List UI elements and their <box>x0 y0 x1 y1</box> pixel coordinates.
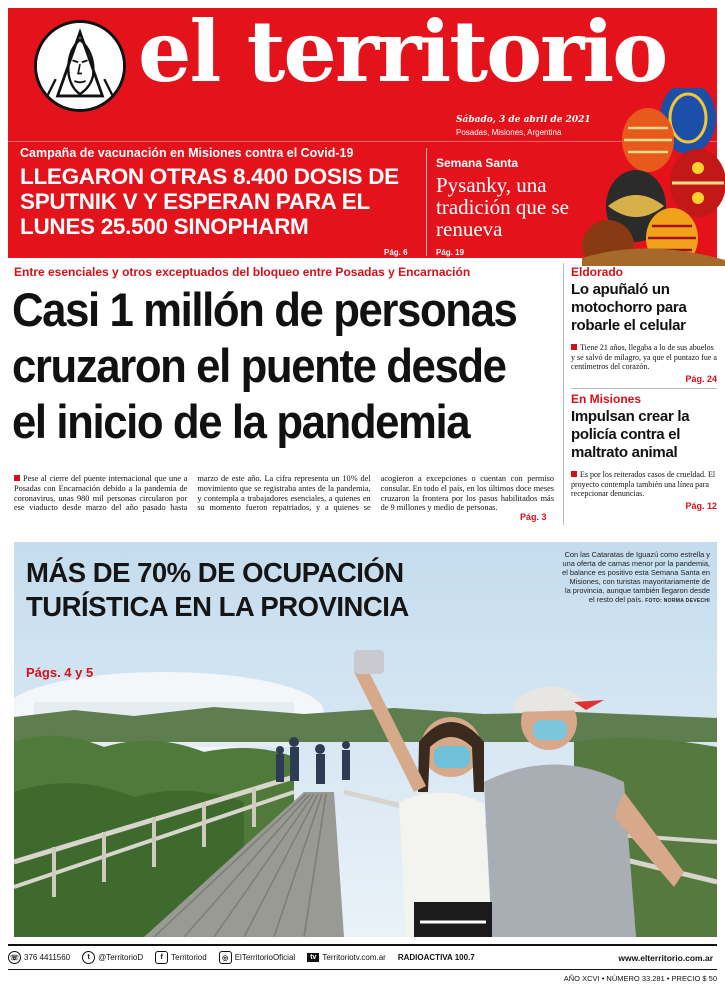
bullet-square-icon <box>571 344 577 350</box>
twitter-icon: t <box>82 951 95 964</box>
bullet-square-icon <box>14 475 20 481</box>
column-divider <box>563 263 564 525</box>
main-story-headline[interactable] <box>12 282 519 450</box>
main-headline-line: cruzaron el puente desde <box>12 339 506 392</box>
footer-twitter[interactable] <box>82 951 143 964</box>
main-story-kicker: Entre esenciales y otros exceptuados del bloqueo entre Posadas y Encarnación <box>14 265 471 279</box>
newspaper-logo-icon <box>34 20 126 112</box>
bullet-square-icon <box>571 471 577 477</box>
edition-date: Sábado, 3 de abril de 2021 <box>456 115 591 125</box>
main-story-body-container <box>14 474 554 513</box>
main-headline-line: Casi 1 millón de personas <box>12 283 517 336</box>
twitter-handle: @TerritorioD <box>98 953 144 962</box>
main-story-body: Pese al cierre del puente internacional que une a Posadas con Encarnación debido a la pandemia de coronavirus, unas 980 mil personas circularon por ese viaducto desde marzo del año pasado hasta marzo de este año. La cifra representa un 10% del movimiento que se registraba antes de la pandemia, y contempla a trabajadores esenciales, a quienes en su momento fueron repatriados, y a quienes se acogieron a excepciones o cuentan con permiso consular. En todo el país, en los últimos doce meses cruzaron la frontera por los pasos habilitados más de 9 millones y medio de personas. <box>14 474 554 513</box>
easter-story-page: Pág. 19 <box>436 248 465 257</box>
easter-eggs-image <box>568 88 725 266</box>
instagram-icon: ◎ <box>219 951 232 964</box>
sidebar-story-eldorado[interactable] <box>571 265 717 384</box>
whatsapp-number: 376 4411560 <box>24 953 71 962</box>
whatsapp-icon: ☏ <box>8 951 21 964</box>
footer-radio[interactable]: RADIOACTIVA 100.7 <box>397 953 475 962</box>
footer-bar <box>8 944 717 970</box>
sidebar-story-body-container <box>571 470 717 499</box>
tv-site: Territoriotv.com.ar <box>322 953 386 962</box>
masthead-column-divider <box>426 148 427 256</box>
photo-story-page: Págs. 4 y 5 <box>26 665 94 680</box>
sidebar-story-kicker: Eldorado <box>571 265 624 279</box>
footer-instagram[interactable] <box>219 951 295 964</box>
photo-caption-text: Con las Cataratas de Iguazú como estrella y una oferta de camas menor por la pandemia, el balance es positivo esta Semana Santa en Misiones, con turistas mayoritariamente de la provincia, aunque también llegaron desde el resto del país. <box>562 550 710 604</box>
sidebar-story-misiones[interactable] <box>571 392 717 511</box>
tourism-photo-story[interactable] <box>14 542 717 937</box>
newspaper-brand: el territorio <box>138 2 667 101</box>
tv-badge-icon: tv <box>307 953 319 962</box>
edition-info: AÑO XCVI • NÚMERO 33.281 • PRECIO $ 50 <box>563 974 717 983</box>
sidebar-story-body-container <box>571 343 717 372</box>
footer-facebook[interactable] <box>155 951 207 964</box>
sidebar-story-headline[interactable]: Impulsan crear la policía contra el maltrato animal <box>571 408 690 461</box>
facebook-handle: Territoriod <box>171 953 207 962</box>
footer-tv[interactable] <box>307 953 386 962</box>
photo-story-headline[interactable]: MÁS DE 70% DE OCUPACIÓN TURÍSTICA EN LA PROVINCIA <box>26 557 409 622</box>
main-headline-line: el inicio de la pandemia <box>12 395 470 448</box>
vaccine-story-kicker: Campaña de vacunación en Misiones contra el Covid-19 <box>20 146 354 160</box>
easter-story-headline[interactable]: Pysanky, una tradición que se renueva <box>436 173 569 241</box>
vaccine-story-headline[interactable]: LLEGARON OTRAS 8.400 DOSIS DE SPUTNIK V Y ESPERAN PARA EL LUNES 25.500 SINOPHARM <box>20 164 399 239</box>
sidebar-story-kicker: En Misiones <box>571 392 642 406</box>
vaccine-story-page: Pág. 6 <box>384 248 408 257</box>
instagram-handle: ElTerritorioOficial <box>234 953 296 962</box>
sidebar-story-body: Es por los reiterados casos de crueldad. El proyecto contempla también una línea para recepcionar denuncias. <box>571 470 716 498</box>
easter-story-kicker: Semana Santa <box>436 156 519 170</box>
sidebar-story-page: Pág. 12 <box>685 500 717 511</box>
sidebar-story-page: Pág. 24 <box>685 373 717 384</box>
edition-place: Posadas, Misiones, Argentina <box>456 128 562 137</box>
sidebar-story-headline[interactable]: Lo apuñaló un motochorro para robarle el celular <box>571 281 687 334</box>
footer-whatsapp[interactable] <box>8 951 70 964</box>
masthead <box>8 2 717 258</box>
facebook-icon: f <box>155 951 168 964</box>
photo-caption <box>562 550 710 606</box>
photo-credit: FOTO: NORMA DEVECHI <box>645 598 710 604</box>
footer-website[interactable]: www.elterritorio.com.ar <box>618 952 713 963</box>
sidebar-story-body: Tiene 21 años, llegaba a lo de sus abuelos y se salvó de milagro, ya que el puntazo fue a centímetros del corazón. <box>571 343 717 371</box>
sidebar-divider <box>571 388 717 389</box>
main-story-page: Pág. 3 <box>520 512 547 522</box>
